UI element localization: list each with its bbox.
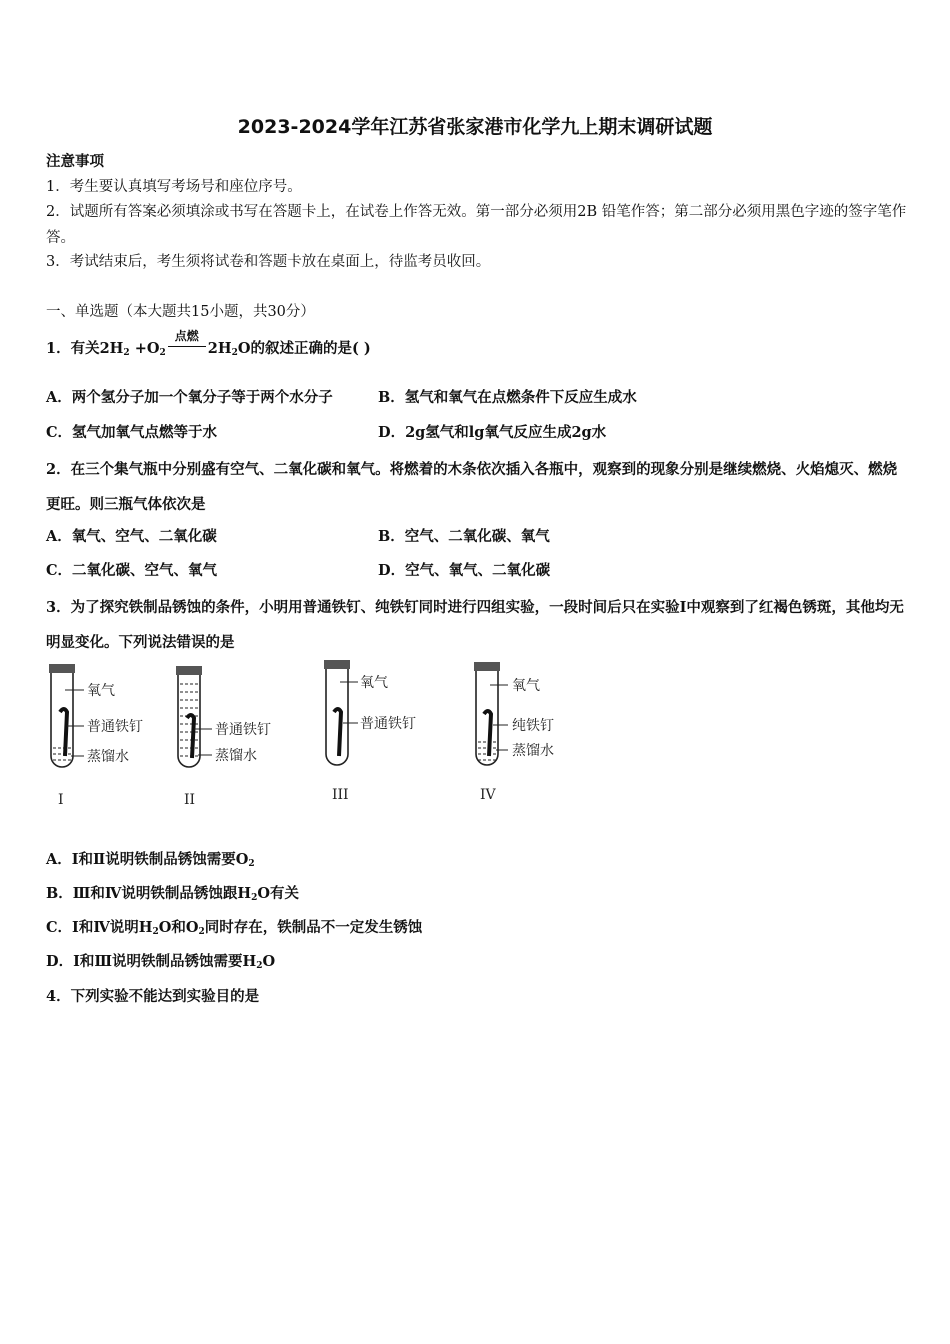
q3-option-c: C．Ⅰ和Ⅳ说明$H_2O$和$O_2$同时存在，铁制品不一定发生锈蚀 [46,919,423,937]
tube-1-oxygen-label: 氧气 [87,683,115,699]
notice-item-3: 3．考试结束后，考生须将试卷和答题卡放在桌面上，待监考员收回。 [46,254,491,270]
q2-option-d: D．空气、氧气、二氧化碳 [378,562,551,579]
question-3-stem: 3．为了探究铁制品锈蚀的条件，小明用普通铁钉、纯铁钉同时进行四组实验，一段时间后只在实验I中观察到了红褐色锈斑，其他均无明显变化。下列说法错误的是 [46,599,904,651]
notice-item-1: 1．考生要认真填写考场号和座位序号。 [46,179,302,195]
tube-4-oxygen-label: 氧气 [512,678,540,694]
test-tube-1 [49,664,143,808]
tube-4-number: IV [480,787,496,803]
test-tube-2 [176,666,271,808]
q2-option-c: C．二氧化碳、空气、氧气 [46,562,218,579]
q3-option-b: B．Ⅲ和Ⅳ说明铁制品锈蚀跟$H_2O$有关 [46,885,299,903]
section-heading: 一、单选题（本大题共15小题，共30分） [46,304,315,320]
q1-option-d: D．2g氢气和lg氧气反应生成2g水 [378,424,607,441]
tube-1-nail-label: 普通铁钉 [87,719,143,735]
notice-heading: 注意事项 [46,153,104,170]
notice-item-2: 2．试题所有答案必须填涂或书写在答题卡上，在试卷上作答无效。第一部分必须用2B 铅笔作答；第二部分必须用黑色字迹的签字笔作答。 [46,204,907,246]
test-tube-figure [40,656,600,816]
test-tube-4 [474,662,554,803]
test-tube-3 [324,660,416,803]
q1-option-a: A．两个氢分子加一个氧分子等于两个水分子 [46,389,333,406]
page-title: 2023-2024学年江苏省张家港市化学九上期末调研试题 [237,116,713,138]
q1-option-c: C．氢气加氧气点燃等于水 [46,424,218,441]
question-4-stem: 4．下列实验不能达到实验目的是 [46,988,260,1005]
tube-2-water-label: 蒸馏水 [215,748,257,764]
tube-1-number: I [58,792,64,808]
q3-option-d: D．Ⅰ和Ⅲ说明铁制品锈蚀需要$H_2O$ [46,953,276,971]
q1-option-b: B．氢气和氧气在点燃条件下反应生成水 [378,389,637,406]
tube-4-nail-label: 纯铁钉 [512,718,554,734]
q3-option-a: A．Ⅰ和Ⅱ说明铁制品锈蚀需要$O_2$ [46,851,255,869]
q2-option-a: A．氧气、空气、二氧化碳 [46,528,217,545]
q2-option-b: B．空气、二氧化碳、氧气 [378,528,550,545]
tube-3-number: III [332,787,349,803]
question-2-stem: 2．在三个集气瓶中分别盛有空气、二氧化碳和氧气。将燃着的木条依次插入各瓶中，观察到的现象分别是继续燃烧、火焰熄灭、燃烧更旺。则三瓶气体依次是 [46,461,898,513]
tube-3-nail-label: 普通铁钉 [360,716,416,732]
question-1-stem: 1．有关$2H_2 +O_2$ 点燃 $2H_2O$的叙述正确的是( ) [46,329,371,358]
tube-3-oxygen-label: 氧气 [360,675,388,691]
tube-1-water-label: 蒸馏水 [87,749,129,765]
tube-2-number: II [184,792,196,808]
reaction-arrow: 点燃 [167,339,207,359]
tube-4-water-label: 蒸馏水 [512,743,554,759]
tube-2-nail-label: 普通铁钉 [215,722,271,738]
